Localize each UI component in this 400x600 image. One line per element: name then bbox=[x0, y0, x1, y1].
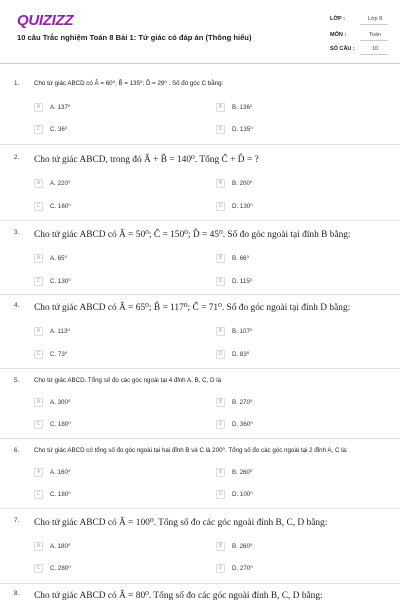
option-text: B. 66⁰ bbox=[232, 255, 249, 262]
option-d[interactable] bbox=[216, 202, 366, 214]
option-a[interactable] bbox=[34, 254, 184, 266]
meta-subject-underline bbox=[360, 40, 388, 41]
option-text: D. 130⁰ bbox=[232, 203, 253, 210]
option-d[interactable] bbox=[216, 125, 366, 137]
question-divider bbox=[0, 294, 400, 295]
option-c[interactable] bbox=[34, 420, 184, 432]
header-divider bbox=[0, 63, 400, 64]
option-c[interactable] bbox=[34, 490, 184, 502]
option-text: B. 107⁰ bbox=[232, 328, 253, 335]
option-text: D. 135⁰ bbox=[232, 126, 253, 133]
option-box: C bbox=[34, 125, 43, 134]
question-text: Cho tứ giác ABCD có Â = 65⁰; B̂ = 117⁰; Ĉ = 71⁰. Số đo góc ngoài tại đỉnh D bằng: bbox=[34, 303, 351, 313]
option-text: D. 100⁰ bbox=[232, 491, 253, 498]
option-a[interactable] bbox=[34, 327, 184, 339]
question-number: 2. bbox=[14, 154, 20, 161]
option-text: C. 160⁰ bbox=[50, 203, 71, 210]
quizizz-logo: QUIZIZZ bbox=[17, 12, 74, 29]
question-text: Cho tứ giác ABCD có Â = 100⁰. Tổng số đo các góc ngoài đỉnh B, C, D bằng: bbox=[34, 518, 328, 528]
option-text: D. 270⁰ bbox=[232, 565, 253, 572]
option-text: C. 180⁰ bbox=[50, 421, 71, 428]
option-c[interactable] bbox=[34, 277, 184, 289]
option-text: C. 280⁰ bbox=[50, 565, 71, 572]
option-box: A bbox=[34, 398, 43, 407]
meta-count-value: 10 bbox=[371, 46, 379, 52]
option-b[interactable] bbox=[216, 542, 366, 554]
option-box: A bbox=[34, 327, 43, 336]
option-text: C. 36⁰ bbox=[50, 126, 68, 133]
question-number: 5. bbox=[14, 377, 20, 384]
option-d[interactable] bbox=[216, 490, 366, 502]
option-a[interactable] bbox=[34, 179, 184, 191]
option-box: B bbox=[216, 103, 225, 112]
option-b[interactable] bbox=[216, 327, 366, 339]
meta-subject-value: Toán bbox=[369, 32, 381, 38]
option-b[interactable] bbox=[216, 398, 366, 410]
option-box: A bbox=[34, 468, 43, 477]
option-c[interactable] bbox=[34, 350, 184, 362]
option-text: A. 300⁰ bbox=[50, 399, 71, 406]
option-box: B bbox=[216, 468, 225, 477]
question-number: 4. bbox=[14, 302, 20, 309]
option-box: A bbox=[34, 542, 43, 551]
option-box: D bbox=[216, 490, 225, 499]
option-text: D. 83⁰ bbox=[232, 351, 250, 358]
option-box: C bbox=[34, 277, 43, 286]
option-box: D bbox=[216, 350, 225, 359]
option-box: D bbox=[216, 277, 225, 286]
option-d[interactable] bbox=[216, 277, 366, 289]
question-text: Cho tứ giác ABCD. Tổng số đo các góc ngoài tại 4 đỉnh A, B, C, D là bbox=[34, 377, 222, 384]
option-c[interactable] bbox=[34, 564, 184, 576]
option-text: C. 73⁰ bbox=[50, 351, 68, 358]
question-text: Cho tứ giác ABCD có tổng số đo góc ngoài tại hai đỉnh B và C là 200⁰. Tổng số đo các góc ngoài tại 2 đỉnh A, C là: bbox=[34, 447, 348, 454]
option-box: A bbox=[34, 179, 43, 188]
option-box: D bbox=[216, 420, 225, 429]
option-text: A. 220⁰ bbox=[50, 180, 71, 187]
meta-subject-label: MÔN : bbox=[330, 32, 347, 38]
option-text: A. 113⁰ bbox=[50, 328, 70, 335]
question-divider bbox=[0, 438, 400, 439]
option-text: C. 180⁰ bbox=[50, 491, 71, 498]
option-text: A. 65⁰ bbox=[50, 255, 67, 262]
option-text: B. 270⁰ bbox=[232, 399, 253, 406]
option-box: D bbox=[216, 202, 225, 211]
question-text: Cho tứ giác ABCD có Â = 50⁰; Ĉ = 150⁰; D̂ = 45⁰. Số đo góc ngoài tại đỉnh B bằng: bbox=[34, 230, 351, 240]
option-a[interactable] bbox=[34, 398, 184, 410]
option-box: B bbox=[216, 254, 225, 263]
question-divider bbox=[0, 220, 400, 221]
option-text: B. 260⁰ bbox=[232, 543, 253, 550]
question-divider bbox=[0, 508, 400, 509]
question-text: Cho tứ giác ABCD, trong đó Â + B̂ = 140⁰. Tổng Ĉ + D̂ = ? bbox=[34, 155, 259, 165]
meta-grade-underline bbox=[360, 24, 388, 25]
option-box: B bbox=[216, 179, 225, 188]
option-text: B. 136⁰ bbox=[232, 104, 253, 111]
option-b[interactable] bbox=[216, 468, 366, 480]
question-number: 8. bbox=[14, 590, 20, 597]
option-text: D. 115⁰ bbox=[232, 278, 253, 285]
option-box: B bbox=[216, 327, 225, 336]
option-text: A. 180⁰ bbox=[50, 543, 71, 550]
meta-count-label: SỐ CÂU : bbox=[330, 46, 355, 52]
option-box: C bbox=[34, 490, 43, 499]
meta-count-underline bbox=[360, 54, 388, 55]
option-box: B bbox=[216, 542, 225, 551]
option-a[interactable] bbox=[34, 103, 184, 115]
option-box: C bbox=[34, 420, 43, 429]
question-divider bbox=[0, 144, 400, 145]
option-b[interactable] bbox=[216, 254, 366, 266]
option-box: A bbox=[34, 103, 43, 112]
question-divider bbox=[0, 368, 400, 369]
page-header bbox=[0, 0, 400, 64]
option-text: A. 160⁰ bbox=[50, 469, 71, 476]
option-a[interactable] bbox=[34, 468, 184, 480]
option-text: D. 360⁰ bbox=[232, 421, 253, 428]
option-c[interactable] bbox=[34, 202, 184, 214]
meta-grade-value: Lớp 8 bbox=[367, 16, 383, 22]
question-number: 6. bbox=[14, 447, 20, 454]
question-number: 7. bbox=[14, 517, 20, 524]
option-box: B bbox=[216, 398, 225, 407]
question-text: Cho tứ giác ABCD có Â = 60⁰; B̂ = 135⁰; D̂ = 29⁰ . Số đo góc C bằng: bbox=[34, 80, 224, 87]
meta-grade-label: LỚP : bbox=[330, 16, 345, 22]
option-text: C. 130⁰ bbox=[50, 278, 71, 285]
option-b[interactable] bbox=[216, 179, 366, 191]
option-box: C bbox=[34, 202, 43, 211]
question-number: 1. bbox=[14, 80, 20, 87]
option-d[interactable] bbox=[216, 420, 366, 432]
document-title: 10 câu Trắc nghiệm Toán 8 Bài 1: Tứ giác có đáp án (Thông hiểu) bbox=[17, 33, 252, 42]
option-a[interactable] bbox=[34, 542, 184, 554]
option-d[interactable] bbox=[216, 564, 366, 576]
option-box: C bbox=[34, 350, 43, 359]
option-box: C bbox=[34, 564, 43, 573]
option-text: B. 200⁰ bbox=[232, 180, 253, 187]
option-text: A. 137⁰ bbox=[50, 104, 71, 111]
option-box: D bbox=[216, 564, 225, 573]
option-b[interactable] bbox=[216, 103, 366, 115]
option-box: D bbox=[216, 125, 225, 134]
question-number: 3. bbox=[14, 229, 20, 236]
question-divider bbox=[0, 583, 400, 584]
option-box: A bbox=[34, 254, 43, 263]
option-d[interactable] bbox=[216, 350, 366, 362]
question-text: Cho tứ giác ABCD có Â = 80⁰. Tổng số đo các góc ngoài đỉnh B, C, D bằng: bbox=[34, 591, 323, 600]
option-c[interactable] bbox=[34, 125, 184, 137]
option-text: B. 260⁰ bbox=[232, 469, 253, 476]
